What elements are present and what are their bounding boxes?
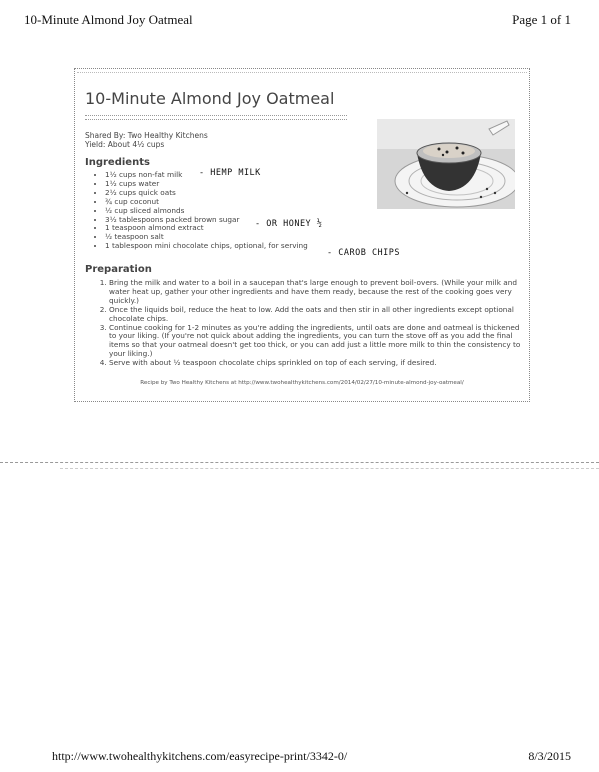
print-header-title: 10-Minute Almond Joy Oatmeal: [24, 12, 193, 27]
print-footer-url: http://www.twohealthykitchens.com/easyrecipe-print/3342-0/: [52, 749, 348, 763]
shared-by: Shared By: Two Healthy Kitchens: [85, 131, 208, 140]
ingredients-heading: Ingredients: [85, 157, 150, 168]
list-item: • 1½ cups water: [105, 180, 385, 189]
yield: Yield: About 4½ cups: [85, 140, 165, 149]
list-item: 3. Continue cooking for 1-2 minutes as you're adding the ingredients, until oats are done and oatmeal is thickened to your liking. (If you're not quick about adding the ingredients, you can turn the stove off as you add the final items so that your oatmeal doesn't get too thick, or you can add just a little more milk to thin the consistency to your liking.): [109, 324, 529, 360]
list-item: 2. Once the liquids boil, reduce the heat to low. Add the oats and then stir in all other ingredients except optional chocolate chips.: [109, 306, 529, 324]
recipe-card: [74, 68, 530, 402]
print-footer-date: 8/3/2015: [528, 749, 571, 763]
print-header-page-number: Page 1 of 1: [512, 12, 571, 27]
recipe-meta: [85, 131, 208, 149]
list-item: • 1½ cups non-fat milk: [105, 171, 385, 180]
list-item: • ¾ cup coconut: [105, 198, 385, 207]
ingredients-list: [95, 171, 385, 251]
list-item: • 2½ cups quick oats: [105, 189, 385, 198]
preparation-steps: [97, 279, 529, 368]
title-divider: [85, 115, 347, 116]
scan-fold-line: [60, 468, 599, 469]
list-item: • ½ cup sliced almonds: [105, 207, 385, 216]
oatmeal-bowl-image: [377, 119, 515, 209]
list-item: • 1 teaspoon almond extract: [105, 224, 385, 233]
list-item: • 1 tablespoon mini chocolate chips, optional, for serving: [105, 242, 385, 251]
recipe-title: 10-Minute Almond Joy Oatmeal: [85, 89, 335, 108]
scan-fold-line: [0, 462, 599, 463]
list-item: • 3½ tablespoons packed brown sugar: [105, 216, 385, 225]
recipe-credit: Recipe by Two Healthy Kitchens at http://www.twohealthykitchens.com/2014/02/27/10-minute-almond-joy-oatmeal/: [140, 380, 464, 386]
list-item: 4. Serve with about ½ teaspoon chocolate chips sprinkled on top of each serving, if desired.: [109, 359, 529, 368]
preparation-heading: Preparation: [85, 264, 152, 275]
list-item: 1. Bring the milk and water to a boil in a saucepan that's large enough to prevent boil-overs. (While your milk and water heat up, gather your other ingredients and have them ready, because the rest of the cooking goes very quickly.): [109, 279, 529, 306]
handwritten-note-honey: - OR HONEY ½: [255, 219, 323, 229]
title-divider: [85, 119, 347, 120]
print-footer: [52, 749, 571, 765]
handwritten-note-carob-chips: - CAROB CHIPS: [327, 248, 401, 258]
list-item: • ½ teaspoon salt: [105, 233, 385, 242]
handwritten-note-hemp-milk: - HEMP MILK: [199, 168, 261, 178]
print-header: [24, 12, 571, 32]
recipe-photo: [377, 119, 515, 209]
